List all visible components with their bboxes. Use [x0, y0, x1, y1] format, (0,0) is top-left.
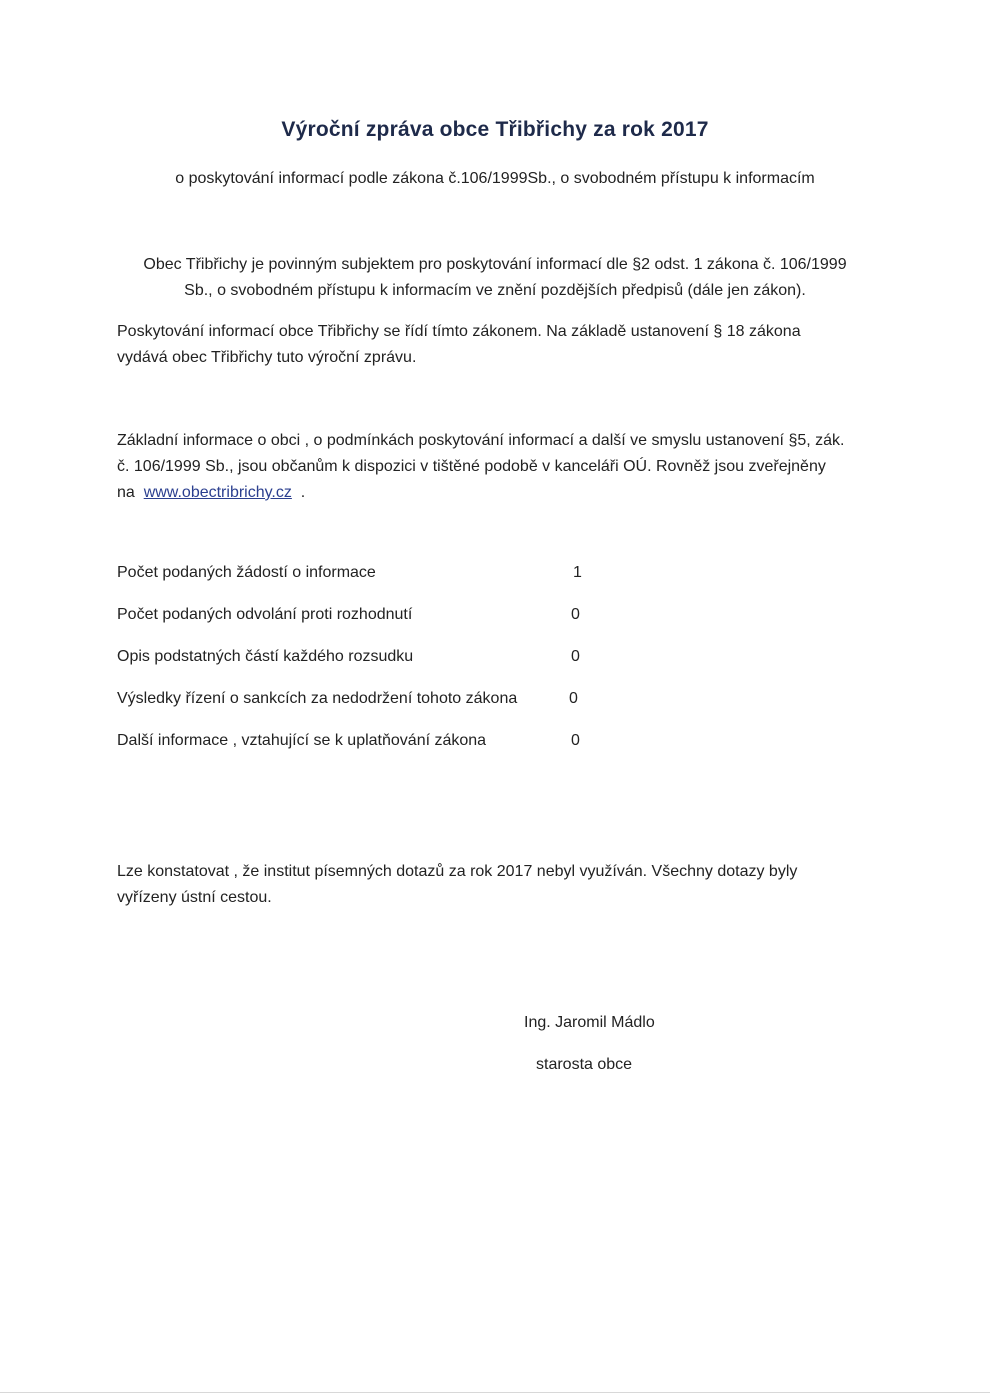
paragraph-line: vydává obec Třibřichy tuto výroční zprávu.	[117, 349, 417, 366]
stat-row	[117, 648, 617, 690]
paragraph-line: vyřízeny ústní cestou.	[117, 889, 272, 906]
stat-value: 0	[571, 732, 580, 749]
paragraph-line	[117, 480, 877, 506]
stat-row	[117, 564, 617, 606]
paragraph-basic-info	[117, 428, 877, 506]
stat-label: Další informace , vztahující se k uplatňování zákona	[117, 732, 487, 749]
stat-label: Opis podstatných částí každého rozsudku	[117, 648, 414, 665]
paragraph-line: č. 106/1999 Sb., jsou občanům k dispozici v tištěné podobě v kanceláři OÚ. Rovněž jsou zveřejněny	[117, 458, 826, 475]
page-title: Výroční zpráva obce Třibřichy za rok 2017	[281, 118, 709, 141]
signatory-name: Ing. Jaromil Mádlo	[524, 1014, 655, 1031]
document-subtitle: o poskytování informací podle zákona č.106/1999Sb., o svobodném přístupu k informacím	[175, 170, 815, 187]
stat-value: 0	[569, 690, 578, 707]
statistics-list	[117, 564, 617, 774]
stat-value: 1	[573, 564, 582, 581]
paragraph-line: Poskytování informací obce Třibřichy se řídí tímto zákonem. Na základě ustanovení § 18 zákona	[117, 323, 801, 340]
stat-label: Výsledky řízení o sankcích za nedodržení tohoto zákona	[117, 690, 518, 707]
page-edge-line	[0, 1392, 990, 1393]
website-link[interactable]: www.obectribrichy.cz	[143, 484, 292, 501]
paragraph-conclusion	[117, 859, 877, 911]
stat-row	[117, 606, 617, 648]
paragraph-obligated-subject	[100, 252, 890, 304]
text-suffix: .	[300, 484, 306, 501]
text-prefix: na	[117, 484, 135, 501]
stat-label: Počet podaných žádostí o informace	[117, 564, 376, 581]
signatory-role: starosta obce	[536, 1056, 633, 1073]
paragraph-line: Základní informace o obci , o podmínkách poskytování informací a další ve smyslu ustanovení §5, zák.	[117, 432, 845, 449]
paragraph-legal-basis	[117, 319, 877, 371]
paragraph-line: Obec Třibřichy je povinným subjektem pro poskytování informací dle §2 odst. 1 zákona č. 106/1999	[143, 256, 847, 273]
stat-label: Počet podaných odvolání proti rozhodnutí	[117, 606, 413, 623]
stat-value: 0	[571, 606, 580, 623]
stat-value: 0	[571, 648, 580, 665]
paragraph-line: Sb., o svobodném přístupu k informacím ve znění pozdějších předpisů (dále jen zákon).	[184, 282, 806, 299]
stat-row	[117, 732, 617, 774]
paragraph-line: Lze konstatovat , že institut písemných dotazů za rok 2017 nebyl využíván. Všechny dotazy byly	[117, 863, 798, 880]
stat-row	[117, 690, 617, 732]
